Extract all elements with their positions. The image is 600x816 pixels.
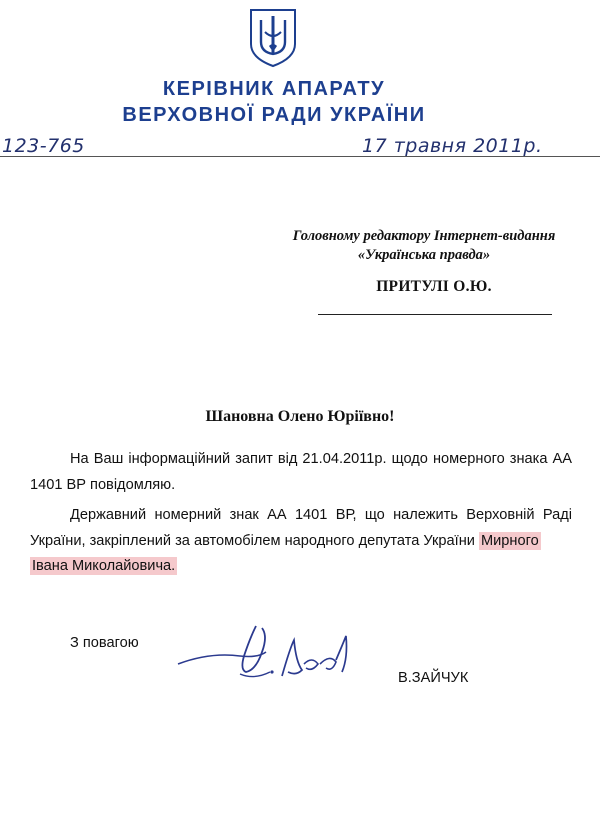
paragraph-2-text: Державний номерний знак АА 1401 ВР, що належить Верховній Раді України, закріплений за автомобілем народного депутата України [30, 507, 572, 549]
signer-name: В.ЗАЙЧУК [398, 670, 469, 686]
body-paragraph-2 [30, 503, 572, 580]
addressee-underline [318, 314, 552, 315]
body-paragraph-1: На Ваш інформаційний запит від 21.04.2011р. щодо номерного знака АА 1401 ВР повідомляю. [30, 451, 572, 493]
letterhead-subtitle: ВЕРХОВНОЇ РАДИ УКРАЇНИ [122, 104, 426, 126]
highlight-surname: Мирного [480, 532, 539, 549]
reference-date: 17 травня 2011р. [362, 135, 543, 157]
addressee-organization: «Українська правда» [357, 247, 491, 263]
highlight-given-names: Івана Миколайовича. [32, 558, 176, 574]
handwritten-signature [170, 612, 365, 697]
salutation: Шановна Олено Юріївно! [205, 408, 395, 425]
letterhead-title: КЕРІВНИК АПАРАТУ [162, 78, 386, 100]
addressee-position: Головному редактору Інтернет-видання [292, 228, 556, 244]
addressee-name: ПРИТУЛІ О.Ю. [376, 278, 492, 295]
reference-number: 123-765 [2, 135, 85, 157]
coat-of-arms-icon [247, 8, 299, 68]
closing-regards: З повагою [70, 635, 139, 651]
reference-rule [0, 156, 600, 157]
